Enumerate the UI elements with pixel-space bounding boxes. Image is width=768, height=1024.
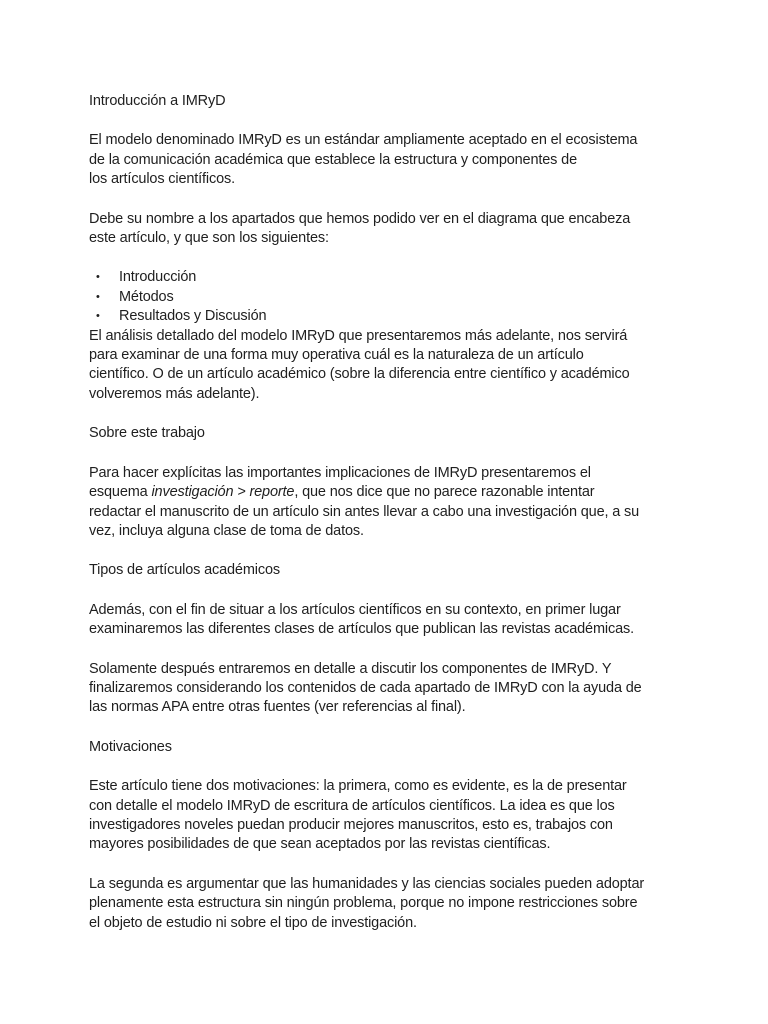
- paragraph-line: El análisis detallado del modelo IMRyD que presentaremos más adelante, nos servirá: [89, 327, 628, 344]
- motivaciones-paragraph-2: [89, 875, 689, 933]
- trabajo-paragraph: [89, 464, 689, 542]
- spacer: [89, 541, 689, 561]
- spacer: [89, 855, 689, 875]
- paragraph-line: las normas APA entre otras fuentes (ver referencias al final).: [89, 699, 466, 716]
- intro-paragraph-2: [89, 210, 689, 249]
- spacer: [89, 581, 689, 601]
- paragraph-line: mayores posibilidades de que sean aceptados por las revistas científicas.: [89, 836, 551, 853]
- paragraph-line: finalizaremos considerando los contenidos de cada apartado de IMRyD con la ayuda de: [89, 679, 642, 696]
- paragraph-line: plenamente esta estructura sin ningún problema, porque no impone restricciones sobre: [89, 895, 638, 912]
- paragraph-line: Solamente después entraremos en detalle a discutir los componentes de IMRyD. Y: [89, 660, 612, 677]
- spacer: [89, 404, 689, 424]
- paragraph-line: examinaremos las diferentes clases de artículos que publican las revistas académicas.: [89, 621, 634, 638]
- paragraph-line: Para hacer explícitas las importantes implicaciones de IMRyD presentaremos el: [89, 464, 591, 481]
- paragraph-line: el objeto de estudio ni sobre el tipo de investigación.: [89, 914, 417, 931]
- paragraph-line: redactar el manuscrito de un artículo sin antes llevar a cabo una investigación que, a su: [89, 503, 640, 520]
- paragraph-line: El modelo denominado IMRyD es un estándar ampliamente aceptado en el ecosistema: [89, 132, 638, 149]
- document-body: [89, 92, 689, 933]
- motivaciones-paragraph-1: [89, 777, 689, 855]
- paragraph-line: volveremos más adelante).: [89, 385, 260, 402]
- list-item: • Métodos: [89, 288, 689, 307]
- section-heading-tipos: Tipos de artículos académicos: [89, 562, 280, 579]
- tipos-paragraph-2: [89, 660, 689, 718]
- spacer: [89, 718, 689, 738]
- section-heading-motivaciones: Motivaciones: [89, 738, 172, 755]
- paragraph-line: vez, incluya alguna clase de toma de datos.: [89, 522, 364, 539]
- paragraph-line: científico. O de un artículo académico (sobre la diferencia entre científico y académico: [89, 366, 630, 383]
- spacer: [89, 640, 689, 660]
- section-heading-trabajo: Sobre este trabajo: [89, 425, 205, 442]
- paragraph-line: investigadores noveles puedan producir mejores manuscritos, esto es, trabajos con: [89, 816, 613, 833]
- paragraph-line: este artículo, y que son los siguientes:: [89, 230, 329, 247]
- paragraph-line: de la comunicación académica que establece la estructura y componentes de: [89, 151, 577, 168]
- spacer: [89, 444, 689, 464]
- spacer: [89, 111, 689, 131]
- paragraph-line: los artículos científicos.: [89, 171, 235, 188]
- spacer: [89, 248, 689, 268]
- paragraph-line: La segunda es argumentar que las humanidades y las ciencias sociales pueden adoptar: [89, 875, 645, 892]
- spacer: [89, 190, 689, 210]
- document-title: Introducción a IMRyD: [89, 93, 226, 109]
- text-run: esquema: [89, 484, 152, 501]
- italic-term: investigación > reporte: [151, 484, 295, 501]
- tipos-paragraph-1: [89, 601, 689, 640]
- paragraph-line: Además, con el fin de situar a los artículos científicos en su contexto, en primer lugar: [89, 601, 621, 618]
- paragraph-line: para examinar de una forma muy operativa cuál es la naturaleza de un artículo: [89, 347, 584, 364]
- intro-paragraph-3: [89, 327, 689, 405]
- paragraph-line: con detalle el modelo IMRyD de escritura de artículos científicos. La idea es que los: [89, 797, 615, 814]
- text-run: , que nos dice que no parece razonable intentar: [294, 484, 595, 501]
- list-item: • Resultados y Discusión: [89, 307, 689, 326]
- list-item: • Introducción: [89, 268, 689, 287]
- imryd-sections-list: [89, 268, 689, 326]
- spacer: [89, 757, 689, 777]
- intro-paragraph-1: [89, 131, 689, 189]
- paragraph-line-with-italic: [89, 483, 689, 502]
- paragraph-line: Debe su nombre a los apartados que hemos podido ver en el diagrama que encabeza: [89, 210, 631, 227]
- paragraph-line: Este artículo tiene dos motivaciones: la primera, como es evidente, es la de presentar: [89, 778, 627, 795]
